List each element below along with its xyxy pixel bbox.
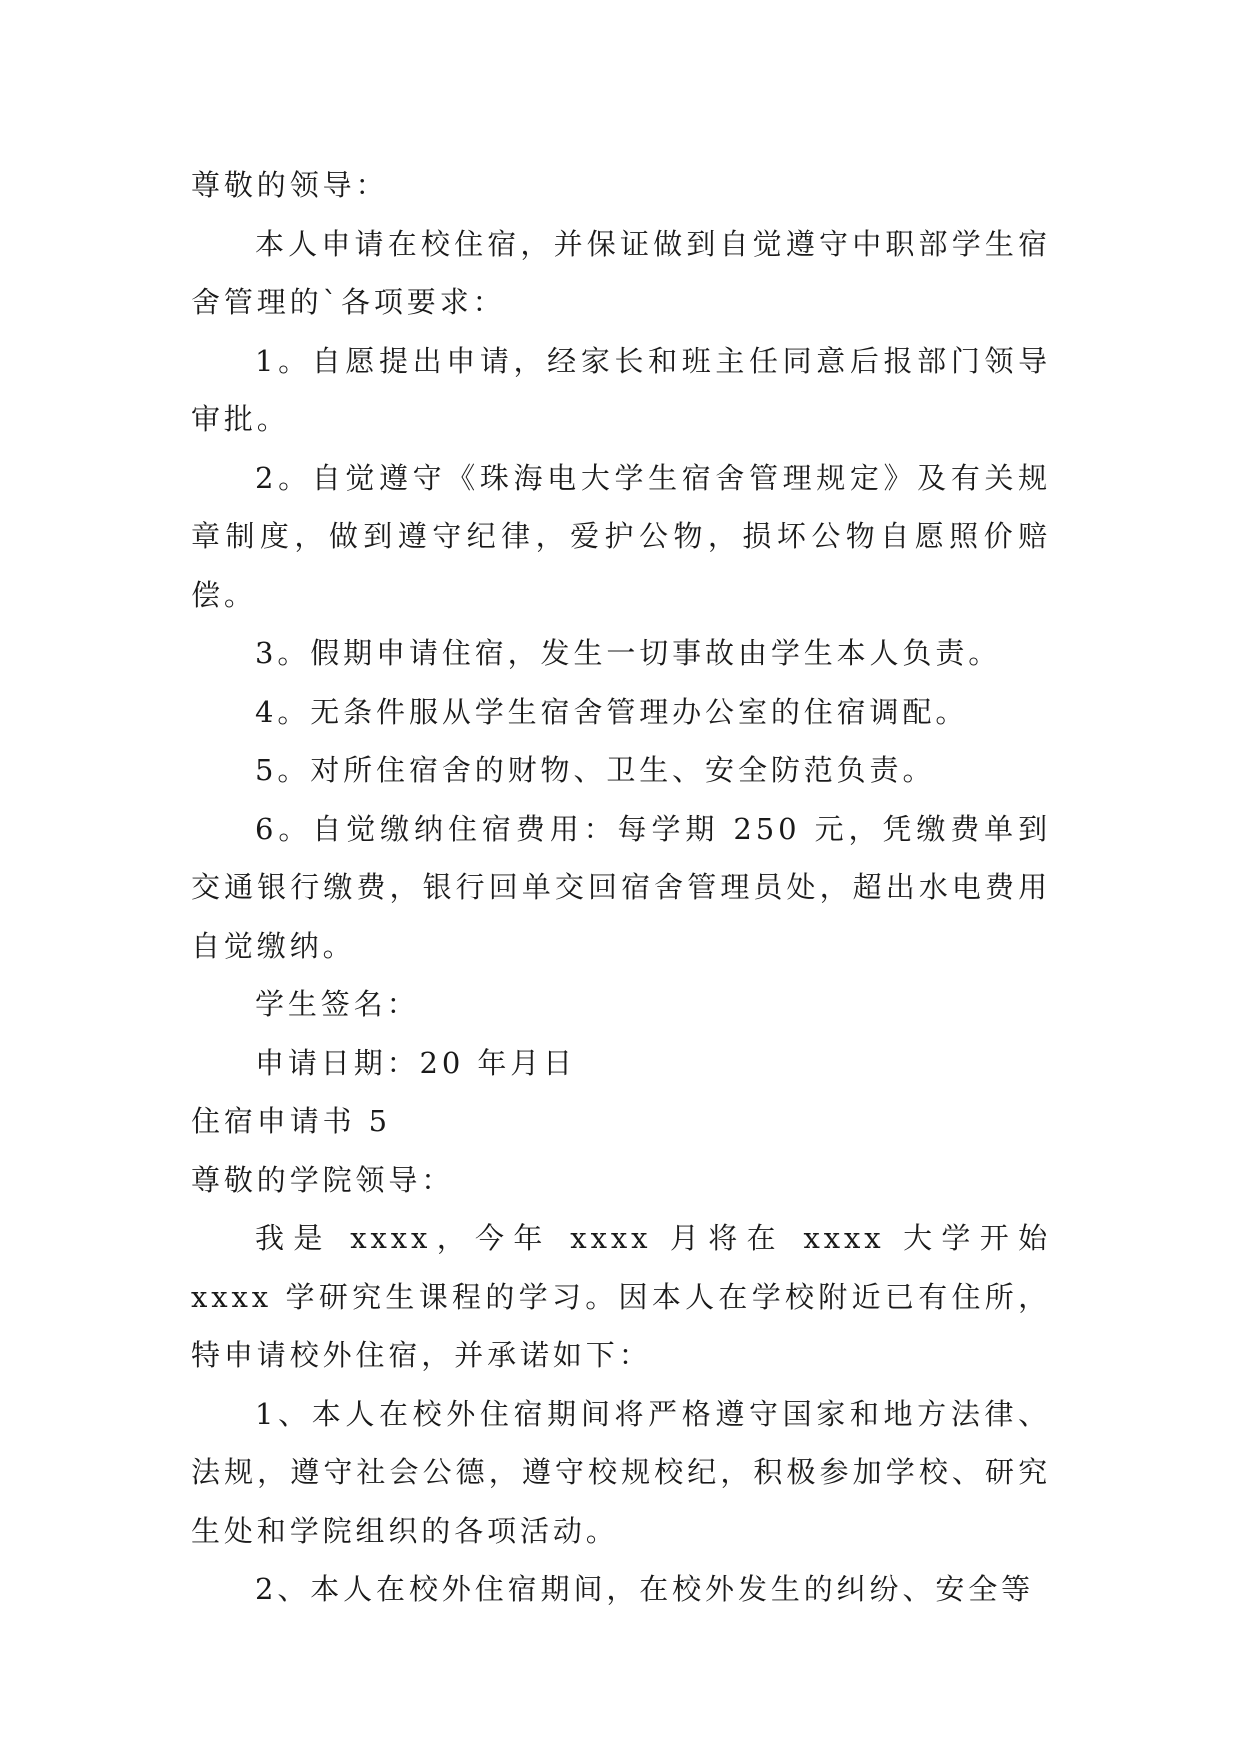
document-body xyxy=(191,156,1051,1619)
rule-item-2: 2。自觉遵守《珠海电大学生宿舍管理规定》及有关规章制度，做到遵守纪律，爱护公物，损坏公物自愿照价赔偿。 xyxy=(191,460,1051,612)
promise-item-2: 2、本人在校外住宿期间，在校外发生的纠纷、安全等 xyxy=(255,1572,1035,1606)
salutation-2: 尊敬的学院领导： xyxy=(191,1162,455,1197)
student-signature: 学生签名： xyxy=(255,987,420,1021)
rule-item-4: 4。无条件服从学生宿舍管理办公室的住宿调配。 xyxy=(255,694,969,729)
application-date: 申请日期：20 年月日 xyxy=(255,1045,577,1080)
intro-paragraph: 本人申请在校住宿，并保证做到自觉遵守中职部学生宿舍管理的`各项要求： xyxy=(191,226,1051,319)
salutation: 尊敬的领导： xyxy=(191,168,389,202)
rule-item-6: 6。自觉缴纳住宿费用：每学期 250 元，凭缴费单到交通银行缴费，银行回单交回宿舍管理员处，超出水电费用自觉缴纳。 xyxy=(191,811,1051,963)
rule-item-1: 1。自愿提出申请，经家长和班主任同意后报部门领导审批。 xyxy=(191,343,1051,436)
intro-paragraph-2: 我是 xxxx，今年 xxxx 月将在 xxxx 大学开始 xxxx 学研究生课程的学习。因本人在学校附近已有住所，特申请校外住宿，并承诺如下： xyxy=(191,1221,1051,1372)
rule-item-3: 3。假期申请住宿，发生一切事故由学生本人负责。 xyxy=(255,636,1002,670)
section-title: 住宿申请书 5 xyxy=(191,1104,391,1138)
promise-item-1: 1、本人在校外住宿期间将严格遵守国家和地方法律、法规，遵守社会公德，遵守校规校纪，积极参加学校、研究生处和学院组织的各项活动。 xyxy=(191,1396,1051,1548)
rule-item-5: 5。对所住宿舍的财物、卫生、安全防范负责。 xyxy=(255,753,936,787)
